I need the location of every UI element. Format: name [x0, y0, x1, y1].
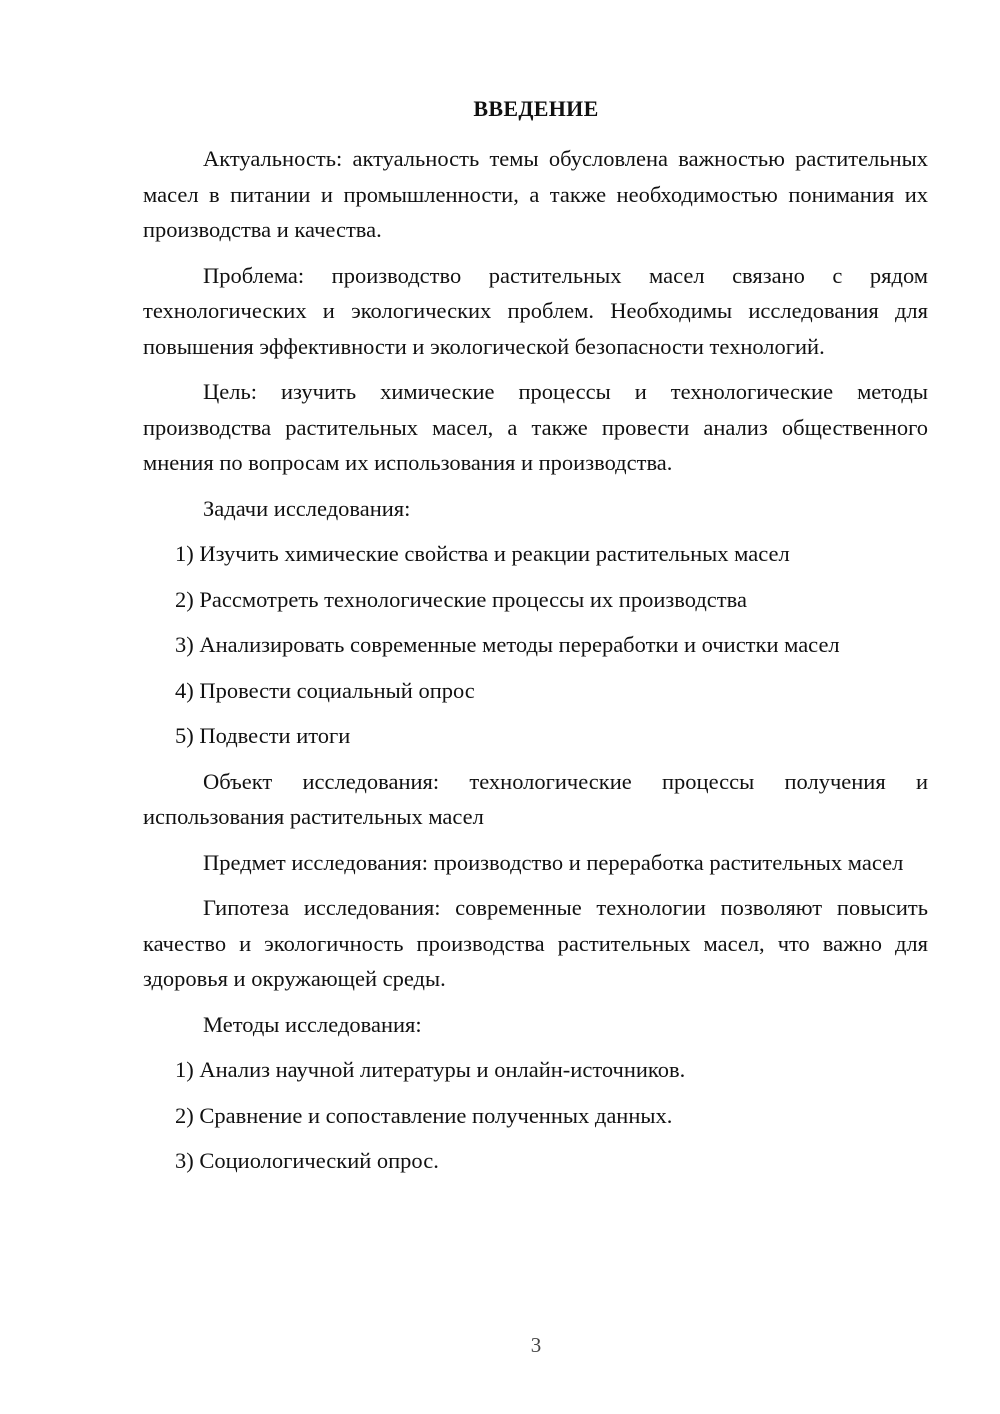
tasks-heading: Задачи исследования:: [203, 495, 411, 521]
hypothesis-paragraph: Гипотеза исследования: современные технологии позволяют повысить качество и экологичность производства растительных масел, что важно для здоровья и окружающей среды.: [143, 895, 928, 991]
task-item: 3) Анализировать современные методы переработки и очистки масел: [175, 632, 840, 657]
document-body: [143, 141, 928, 1189]
methods-heading: Методы исследования:: [203, 1011, 422, 1037]
object-paragraph: Объект исследования: технологические процессы получения и использования растительных масел: [143, 768, 928, 829]
problem-paragraph: Проблема: производство растительных масел связано с рядом технологических и экологических проблем. Необходимы исследования для повышения эффективности и экологической безопасности технологий.: [143, 262, 928, 359]
method-item: 3) Социологический опрос.: [175, 1148, 439, 1173]
goal-paragraph: Цель: изучить химические процессы и технологические методы производства растительных масел, а также провести анализ общественного мнения по вопросам их использования и производства.: [143, 379, 928, 475]
method-item: 2) Сравнение и сопоставление полученных данных.: [175, 1102, 673, 1128]
subject-paragraph: Предмет исследования: производство и переработка растительных масел: [203, 849, 904, 875]
page-number: 3: [530, 1333, 542, 1357]
page-title: ВВЕДЕНИЕ: [473, 96, 599, 121]
relevance-paragraph: Актуальность: актуальность темы обусловлена важностью растительных масел в питании и промышленности, а также необходимостью понимания их производства и качества.: [143, 146, 928, 242]
task-item: 1) Изучить химические свойства и реакции растительных масел: [175, 541, 790, 566]
method-item: 1) Анализ научной литературы и онлайн-источников.: [175, 1057, 686, 1082]
task-item: 2) Рассмотреть технологические процессы их производства: [175, 586, 747, 612]
task-item: 4) Провести социальный опрос: [175, 677, 475, 703]
task-item: 5) Подвести итоги: [175, 723, 351, 748]
